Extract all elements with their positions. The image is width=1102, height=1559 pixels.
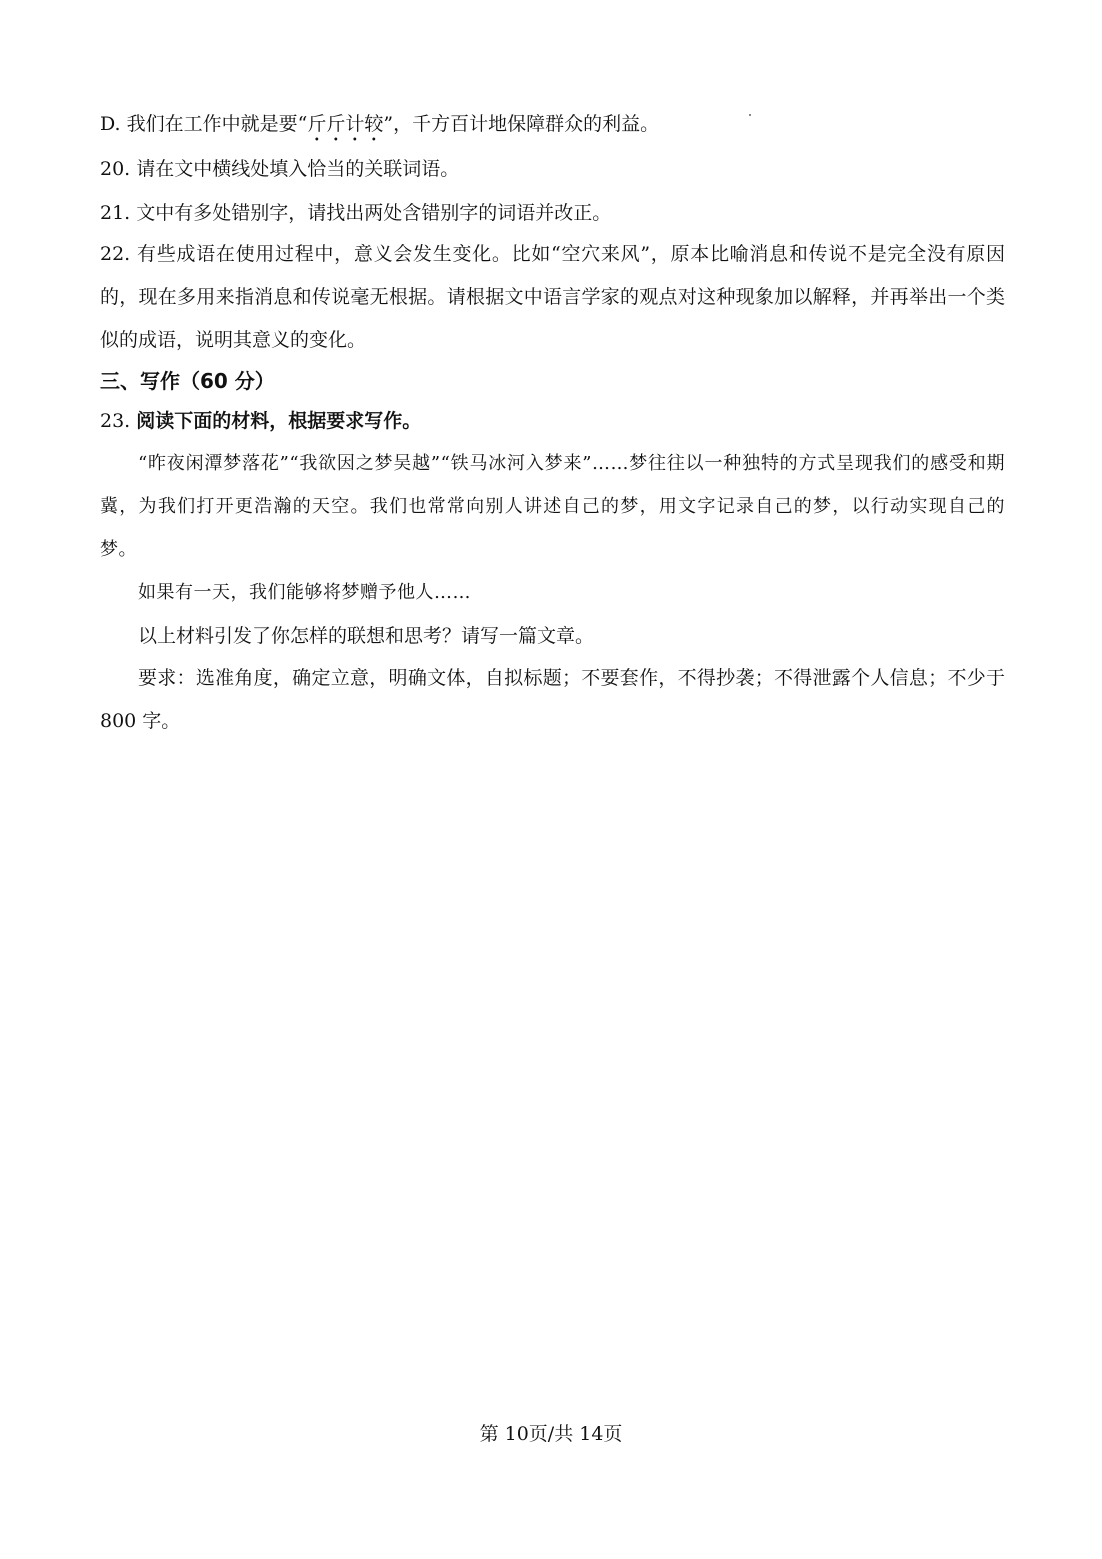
writing-requirements: 要求：选准角度，确定立意，明确文体，自拟标题；不要套作，不得抄袭；不得泄露个人信息；不少于 800 字。	[100, 667, 1005, 732]
option-d-suffix: ”，千方百计地保障群众的利益。	[383, 113, 660, 135]
option-d	[100, 110, 1005, 146]
writing-section-heading: 三、写作（60 分）	[100, 369, 275, 393]
option-d-prefix: D. 我们在工作中就是要“	[100, 113, 308, 135]
page-number: 第 10页/共 14页	[479, 1423, 623, 1445]
material-paragraph: “昨夜闲潭梦落花”“我欲因之梦吴越”“铁马冰河入梦来”……梦往往以一种独特的方式呈现我们的感受和期冀，为我们打开更浩瀚的天空。我们也常常向别人讲述自己的梦，用文字记录自己的梦，以行动实现自己的梦。	[100, 453, 1005, 560]
question-20: 20. 请在文中横线处填入恰当的关联词语。	[100, 158, 460, 180]
question-21: 21. 文中有多处错别字，请找出两处含错别字的词语并改正。	[100, 202, 612, 224]
writing-prompt: 以上材料引发了你怎样的联想和思考？请写一篇文章。	[138, 625, 595, 647]
question-22: 22. 有些成语在使用过程中，意义会发生变化。比如“空穴来风”，原本比喻消息和传说不是完全没有原因的，现在多用来指消息和传说毫无根据。请根据文中语言学家的观点对这种现象加以解释，并再举出一个类似的成语，说明其意义的变化。	[100, 243, 1005, 351]
question-23-number: 23.	[100, 410, 131, 432]
option-d-emphasized-term: 斤斤计较	[307, 113, 384, 135]
question-23-prompt: 阅读下面的材料，根据要求写作。	[136, 410, 422, 432]
material-continuation: 如果有一天，我们能够将梦赠予他人……	[138, 582, 471, 603]
question-23	[100, 407, 1005, 435]
